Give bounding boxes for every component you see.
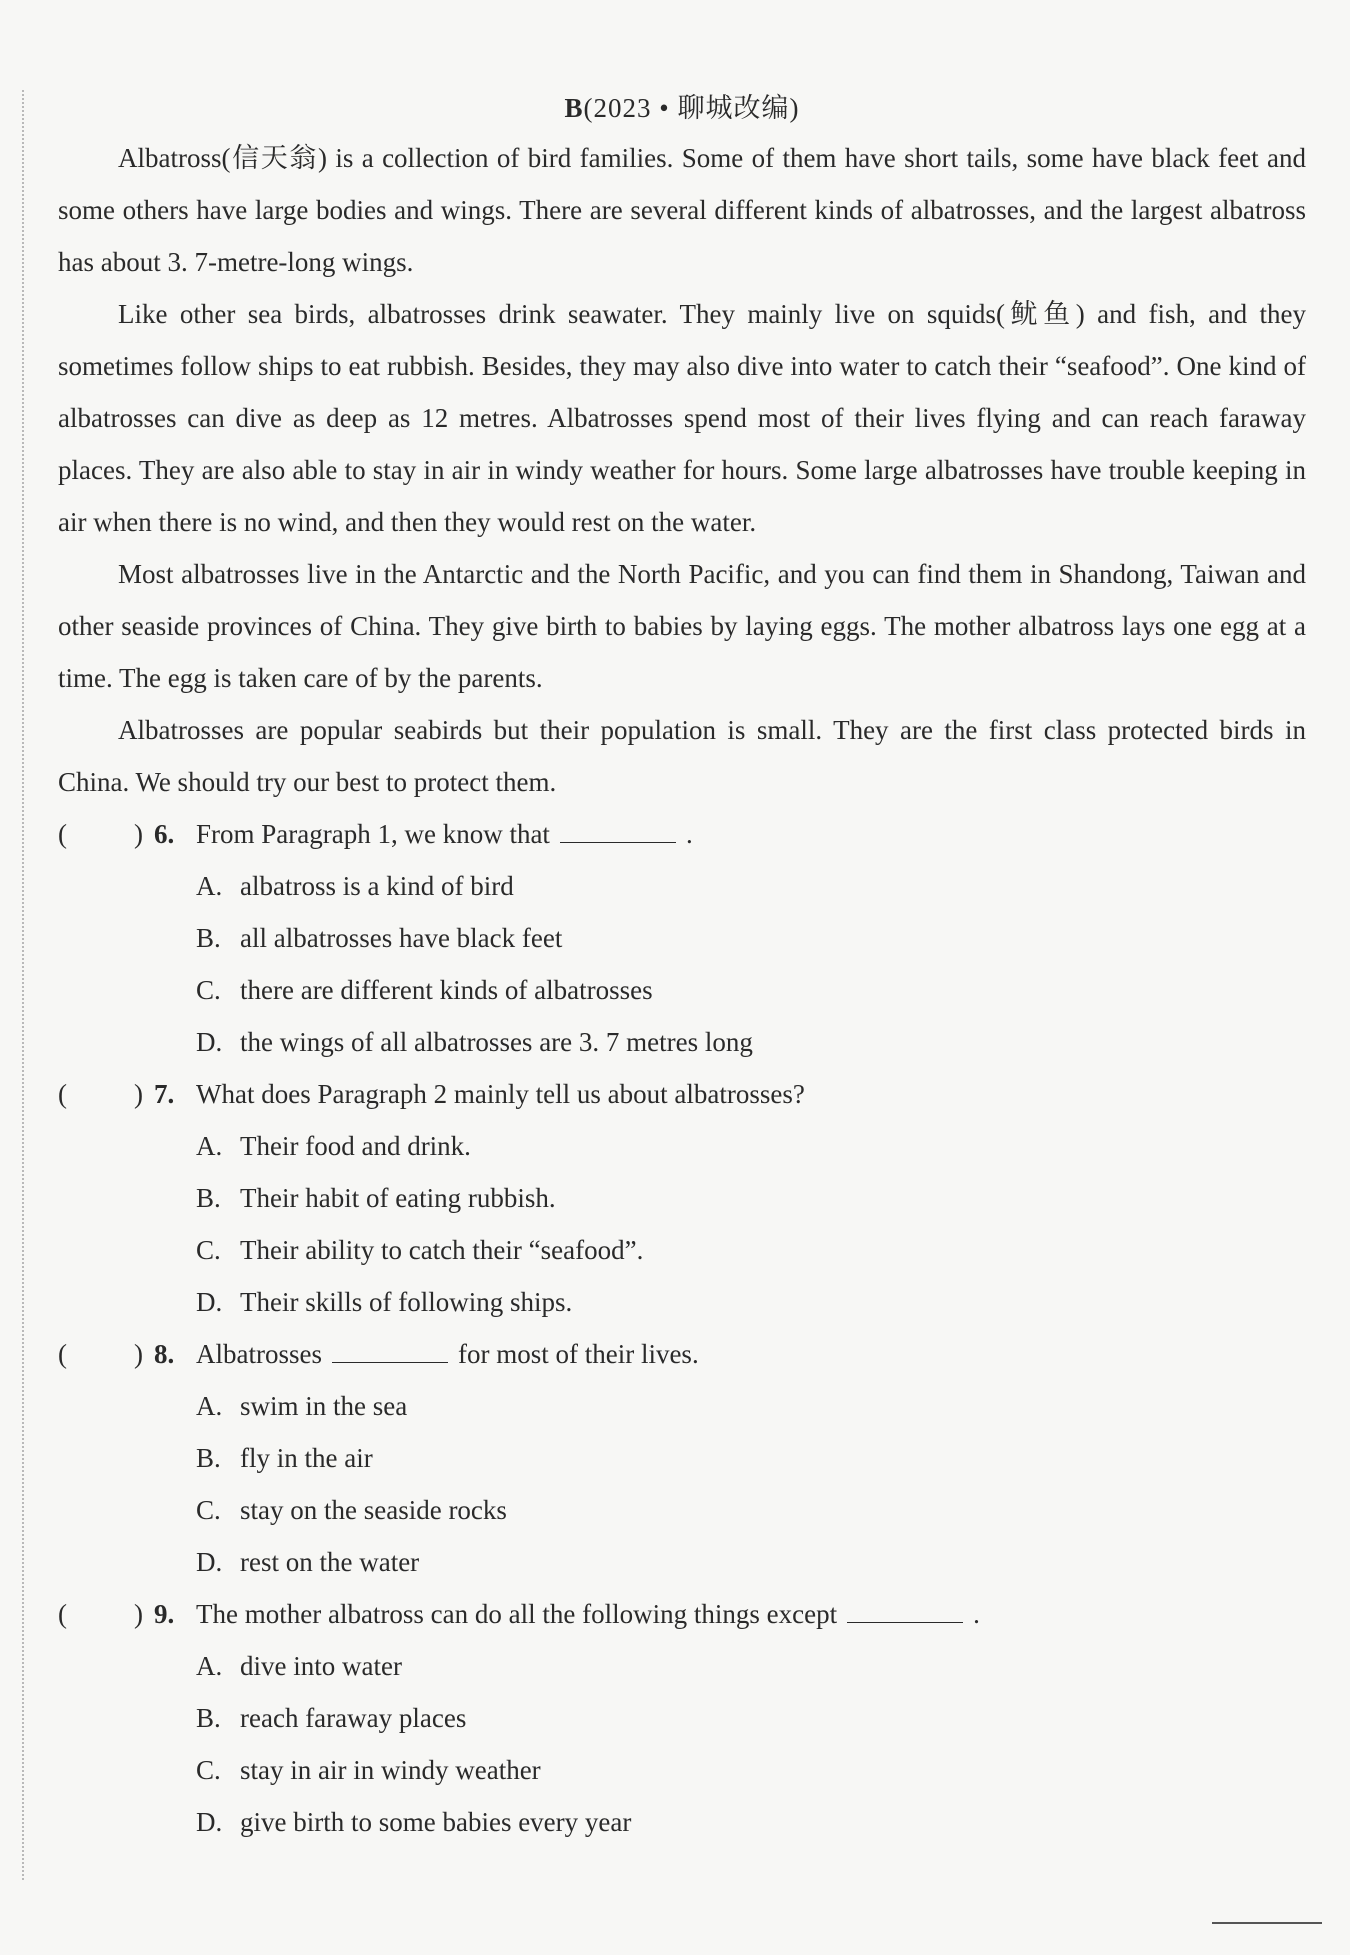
answer-blank (332, 1332, 448, 1363)
option-letter: B. (196, 923, 221, 953)
option-6a (58, 860, 1306, 912)
option-text: Their skills of following ships. (240, 1287, 573, 1317)
section-source: (2023 • 聊城改编) (583, 93, 800, 123)
answer-paren-right: ) (134, 1079, 143, 1109)
option-text: Their habit of eating rubbish. (240, 1183, 556, 1213)
reading-passage (58, 88, 1306, 1848)
option-text: the wings of all albatrosses are 3. 7 metres long (240, 1027, 753, 1057)
option-text: give birth to some babies every year (240, 1807, 632, 1837)
option-text: stay on the seaside rocks (240, 1495, 507, 1525)
paragraph-4: Albatrosses are popular seabirds but their population is small. They are the first class protected birds in China. We should try our best to protect them. (58, 715, 1306, 797)
option-letter: D. (196, 1547, 223, 1577)
paragraph-1: Albatross(信天翁) is a collection of bird families. Some of them have short tails, some have black feet and some others have large bodies and wings. There are several different kinds of albatrosses, and the largest albatross has about 3. 7-metre-long wings. (58, 143, 1306, 277)
answer-blank (560, 812, 676, 843)
bottom-rule (1212, 1922, 1322, 1924)
option-letter: C. (196, 1235, 221, 1265)
option-letter: A. (196, 1391, 223, 1421)
option-8a (58, 1380, 1306, 1432)
option-text: swim in the sea (240, 1391, 408, 1421)
question-text-before: The mother albatross can do all the following things except (196, 1599, 838, 1629)
option-7c (58, 1224, 1306, 1276)
answer-paren-left: ( (58, 1339, 67, 1369)
option-text: stay in air in windy weather (240, 1755, 541, 1785)
question-9 (58, 1588, 1306, 1640)
option-text: there are different kinds of albatrosses (240, 975, 653, 1005)
question-text (196, 1328, 699, 1380)
question-8 (58, 1328, 1306, 1380)
option-text: rest on the water (240, 1547, 420, 1577)
option-text: Their food and drink. (240, 1131, 471, 1161)
question-text (196, 1068, 805, 1120)
answer-paren-left: ( (58, 1079, 67, 1109)
option-9b (58, 1692, 1306, 1744)
section-label: B (564, 93, 584, 123)
question-text-before: What does Paragraph 2 mainly tell us about albatrosses? (196, 1079, 805, 1109)
question-text (196, 808, 693, 860)
section-heading (58, 88, 1306, 132)
question-number: 6. (154, 819, 175, 849)
answer-paren-left: ( (58, 1599, 67, 1629)
binding-margin-line (22, 90, 24, 1880)
option-7b (58, 1172, 1306, 1224)
question-6 (58, 808, 1306, 860)
question-text-after: . (973, 1599, 980, 1629)
question-text (196, 1588, 980, 1640)
option-8c (58, 1484, 1306, 1536)
option-9c (58, 1744, 1306, 1796)
option-7d (58, 1276, 1306, 1328)
option-letter: A. (196, 1651, 223, 1681)
option-text: all albatrosses have black feet (240, 923, 563, 953)
question-number: 8. (154, 1339, 175, 1369)
option-letter: B. (196, 1703, 221, 1733)
option-8b (58, 1432, 1306, 1484)
option-9a (58, 1640, 1306, 1692)
option-letter: A. (196, 1131, 223, 1161)
option-letter: C. (196, 1755, 221, 1785)
option-6c (58, 964, 1306, 1016)
option-letter: B. (196, 1183, 221, 1213)
option-9d (58, 1796, 1306, 1848)
option-6b (58, 912, 1306, 964)
option-8d (58, 1536, 1306, 1588)
option-6d (58, 1016, 1306, 1068)
option-text: albatross is a kind of bird (240, 871, 514, 901)
option-letter: A. (196, 871, 223, 901)
question-text-before: From Paragraph 1, we know that (196, 819, 550, 849)
option-text: Their ability to catch their “seafood”. (240, 1235, 644, 1265)
option-letter: B. (196, 1443, 221, 1473)
answer-paren-left: ( (58, 819, 67, 849)
question-text-after: . (685, 819, 693, 849)
question-7 (58, 1068, 1306, 1120)
option-text: reach faraway places (240, 1703, 467, 1733)
option-letter: D. (196, 1027, 223, 1057)
question-text-after: for most of their lives. (457, 1339, 699, 1369)
option-text: dive into water (240, 1651, 402, 1681)
answer-blank (847, 1592, 963, 1623)
question-number: 9. (154, 1599, 175, 1629)
option-text: fly in the air (240, 1443, 373, 1473)
option-7a (58, 1120, 1306, 1172)
option-letter: C. (196, 975, 221, 1005)
answer-paren-right: ) (134, 819, 143, 849)
option-letter: C. (196, 1495, 221, 1525)
option-letter: D. (196, 1807, 223, 1837)
question-number: 7. (154, 1079, 175, 1109)
question-text-before: Albatrosses (196, 1339, 322, 1369)
paragraph-3: Most albatrosses live in the Antarctic and the North Pacific, and you can find them in Shandong, Taiwan and other seaside provinces of China. They give birth to babies by laying eggs. The mother albatross lays one egg at a time. The egg is taken care of by the parents. (58, 559, 1306, 693)
answer-paren-right: ) (134, 1599, 143, 1629)
answer-paren-right: ) (134, 1339, 143, 1369)
option-letter: D. (196, 1287, 223, 1317)
paragraph-2: Like other sea birds, albatrosses drink seawater. They mainly live on squids(鱿鱼) and fish, and they sometimes follow ships to eat rubbish. Besides, they may also dive into water to catch their “seafood”. One kind of albatrosses can dive as deep as 12 metres. Albatrosses spend most of their lives flying and can reach faraway places. They are also able to stay in air in windy weather for hours. Some large albatrosses have trouble keeping in air when there is no wind, and then they would rest on the water. (58, 299, 1306, 537)
